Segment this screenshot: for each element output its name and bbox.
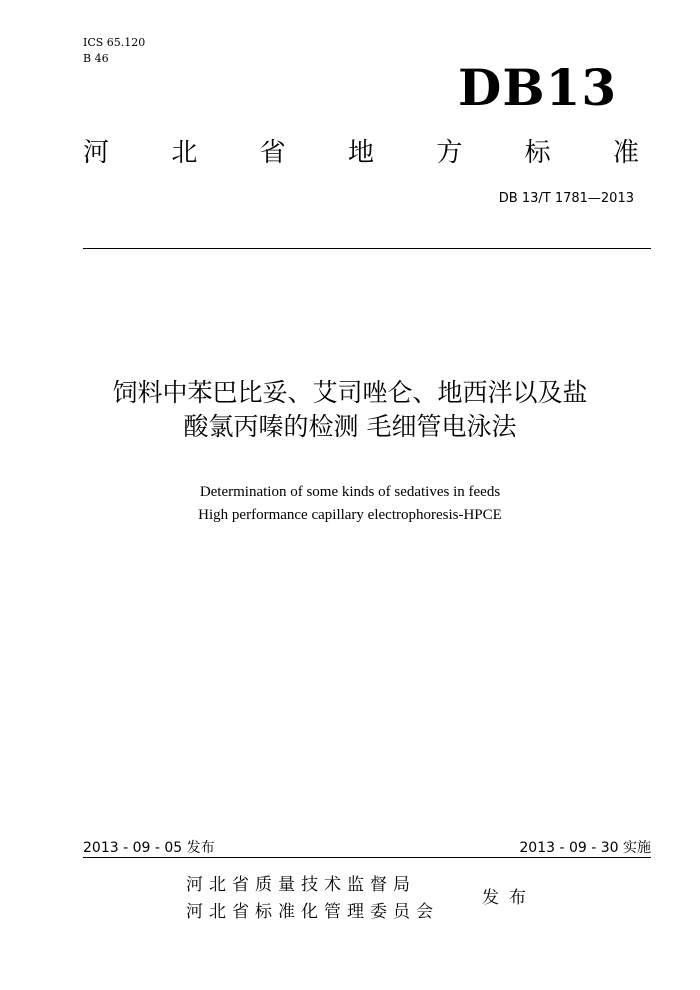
english-title — [0, 481, 700, 527]
issuer-quality-bureau: 河北省质量技术监督局 — [186, 875, 416, 895]
standard-type-char: 准 — [612, 138, 639, 168]
english-title-line2: High performance capillary electrophoresis-HPCE — [198, 507, 502, 523]
standard-type-char: 标 — [524, 138, 551, 168]
chinese-title-line2: 酸氯丙嗪的检测 毛细管电泳法 — [183, 412, 517, 441]
ccs-code: B 46 — [83, 52, 109, 65]
publish-label: 发布 — [482, 888, 536, 908]
classification-codes — [83, 35, 145, 67]
standard-type-char: 北 — [171, 138, 198, 168]
standard-type-heading — [83, 135, 639, 171]
standard-type-char: 省 — [259, 138, 286, 168]
standard-number: DB 13/T 1781—2013 — [498, 191, 634, 206]
english-title-line1: Determination of some kinds of sedatives in feeds — [199, 484, 501, 500]
standard-type-char: 河 — [83, 138, 110, 168]
header-divider — [83, 248, 651, 249]
standard-type-char: 地 — [347, 138, 374, 168]
implement-date: 2013 - 09 - 30 实施 — [519, 840, 651, 856]
db13-logo: DB13 — [458, 58, 618, 117]
issuer-standardization-committee: 河北省标准化管理委员会 — [186, 902, 439, 922]
standard-type-char: 方 — [436, 138, 463, 168]
ics-code: ICS 65.120 — [83, 36, 146, 49]
chinese-title — [0, 376, 700, 444]
release-date: 2013 - 09 - 05 发布 — [83, 840, 215, 856]
chinese-title-line1: 饲料中苯巴比妥、艾司唑仑、地西泮以及盐 — [112, 378, 588, 407]
issuing-authorities — [186, 872, 439, 926]
footer-divider — [83, 857, 651, 858]
